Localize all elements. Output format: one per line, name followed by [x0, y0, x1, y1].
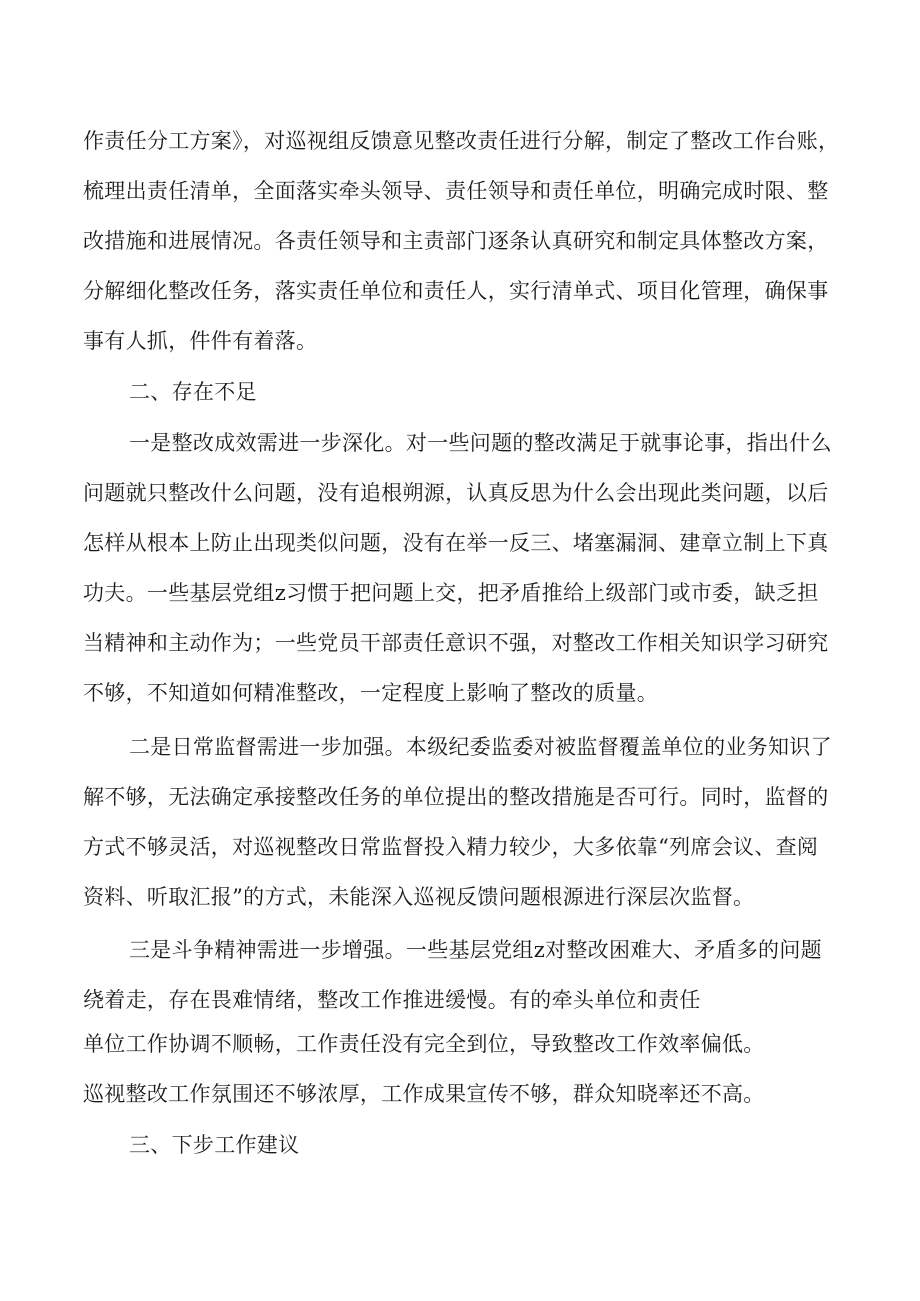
section-heading: 三、下步工作建议 — [129, 1133, 300, 1157]
paragraph-line: 功夫。一些基层党组z习惯于把问题上交，把矛盾推给上级部门或市委，缺乏担 — [83, 581, 819, 605]
paragraph-line: 方式不够灵活，对巡视整改日常监督投入精力较少，大多依靠“列席会议、查阅 — [83, 835, 819, 859]
paragraph-line: 绕着走，存在畏难情绪，整改工作推进缓慢。有的牵头单位和责任 — [83, 988, 701, 1012]
paragraph-line: 分解细化整改任务，落实责任单位和责任人，实行清单式、项目化管理，确保事 — [83, 279, 829, 303]
paragraph-line: 资料、听取汇报”的方式，未能深入巡视反馈问题根源进行深层次监督。 — [83, 885, 755, 909]
paragraph-line: 三是斗争精神需进一步增强。一些基层党组z对整改困难大、矛盾多的问题 — [129, 938, 822, 962]
paragraph-line: 问题就只整改什么问题，没有追根朔源，认真反思为什么会出现此类问题，以后 — [83, 481, 829, 505]
paragraph-line: 当精神和主动作为；一些党员干部责任意识不强，对整改工作相关知识学习研究 — [83, 631, 829, 655]
paragraph-line: 作责任分工方案》，对巡视组反馈意见整改责任进行分解，制定了整改工作台账， — [83, 129, 840, 153]
paragraph-line: 事有人抓，件件有着落。 — [83, 329, 318, 353]
paragraph-line: 二是日常监督需进一步加强。本级纪委监委对被监督覆盖单位的业务知识了 — [129, 735, 832, 759]
paragraph-line: 巡视整改工作氛围还不够浓厚，工作成果宣传不够，群众知晓率还不高。 — [83, 1082, 765, 1106]
paragraph-line: 怎样从根本上防止出现类似问题，没有在举一反三、堵塞漏洞、建章立制上下真 — [83, 531, 829, 555]
paragraph-line: 一是整改成效需进一步深化。对一些问题的整改满足于就事论事，指出什么 — [129, 431, 832, 455]
paragraph-line: 梳理出责任清单，全面落实牵头领导、责任领导和责任单位，明确完成时限、整 — [83, 179, 829, 203]
paragraph-line: 解不够，无法确定承接整改任务的单位提出的整改措施是否可行。同时，监督的 — [83, 785, 829, 809]
paragraph-line: 改措施和进展情况。各责任领导和主责部门逐条认真研究和制定具体整改方案， — [83, 229, 829, 253]
paragraph-line: 不够，不知道如何精准整改，一定程度上影响了整改的质量。 — [83, 681, 659, 705]
paragraph-line: 单位工作协调不顺畅，工作责任没有完全到位，导致整改工作效率偏低。 — [83, 1032, 765, 1056]
section-heading: 二、存在不足 — [129, 380, 257, 404]
